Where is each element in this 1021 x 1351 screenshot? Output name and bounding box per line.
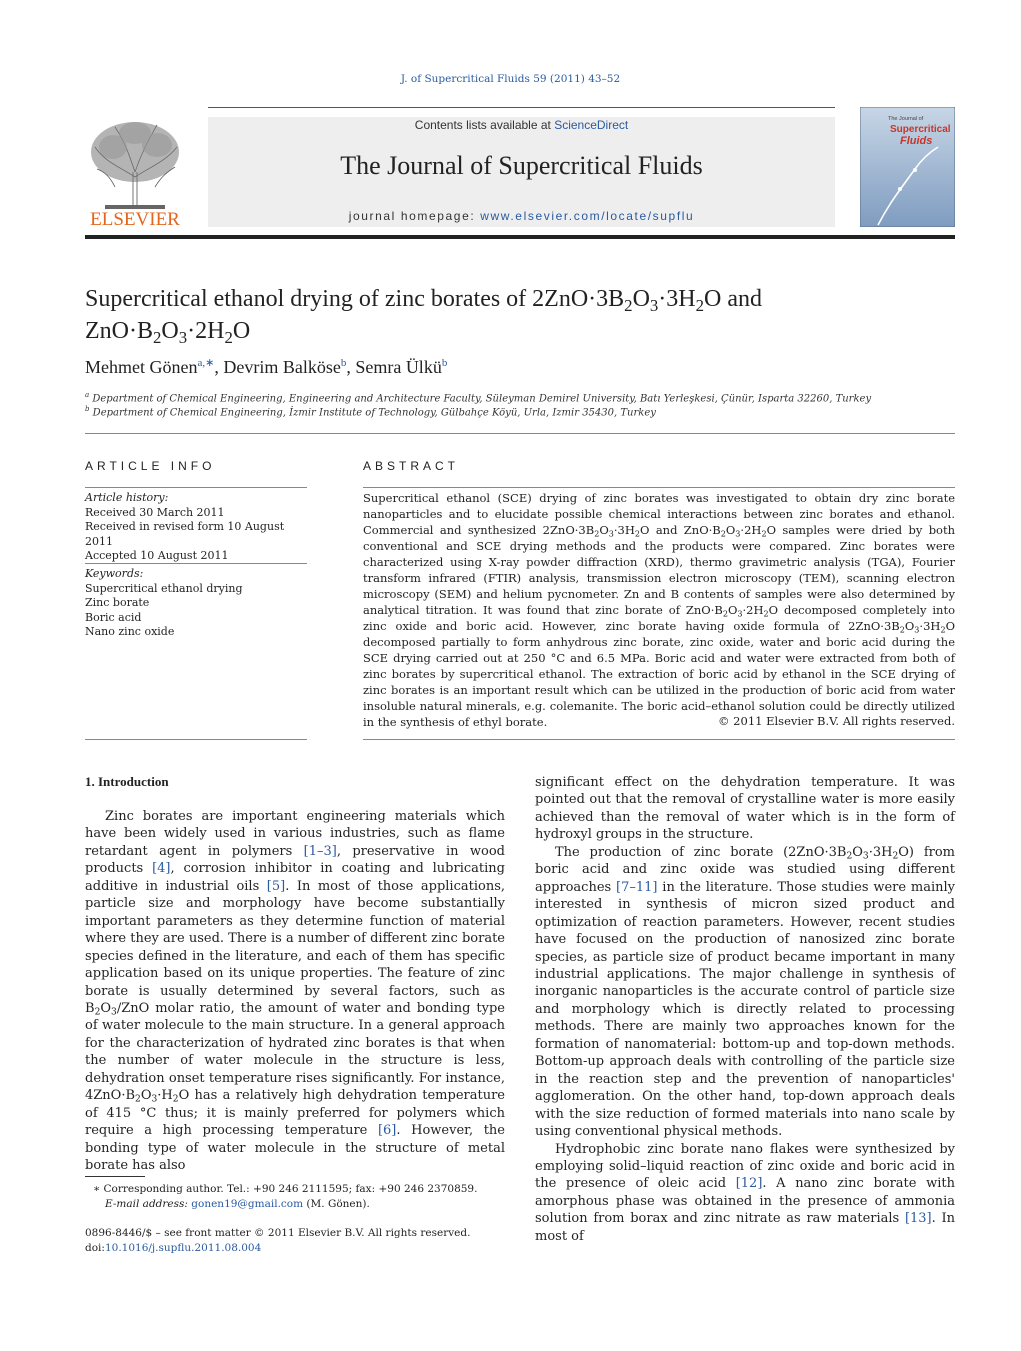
copyright: © 2011 Elsevier B.V. All rights reserved. <box>718 714 955 728</box>
article-info-rule <box>85 487 307 488</box>
affiliation-b: $^b$ Department of Chemical Engineering, İzmir Institute of Technology, Gülbahçe Köyü, Urla, Izmir 35430, Turkey <box>85 405 656 419</box>
paragraph: The production of zinc borate $(2ZnO\cdot 3B_2O_3\cdot 3H_2O)$ from boric acid and zinc oxide was studied using different approaches [7–11] in the literature. Those studies were mainly interested in synthesis of micron sized product and optimization of reaction parameters. However, recent studies have focused on the production of nanosized zinc borate species, as particle size of product became important in many industrial applications. The major challenge in synthesis of inorganic nanoparticles is the accurate control of particle size and morphology which is directly related to processing methods. There are mainly two approaches known for the formation of nanomaterial: bottom-up and top-down methods. Bottom-up approach deals with controlling of the particle size in the reaction step and the prevention of nanoparticles' agglomeration. On the other hand, top-down approach deals with the size reduction of formed materials into nano scale by using conventional physical methods. <box>535 844 955 1140</box>
citation-link[interactable]: [7–11] <box>616 879 658 895</box>
article-title: Supercritical ethanol drying of zinc borates of $2ZnO\cdot 3B_2O_3\cdot 3H_2O$ and $ZnO\cdot B_2O_3\cdot 2H_2O$ <box>85 286 762 348</box>
affiliation-rule <box>85 433 955 434</box>
citation-link[interactable]: [13] <box>904 1211 932 1227</box>
abstract-rule <box>363 487 955 488</box>
keywords: Keywords: Supercritical ethanol drying Zinc borate Boric acid Nano zinc oxide <box>85 567 307 640</box>
paragraph: Hydrophobic zinc borate nano flakes were synthesized by employing solid–liquid reaction of zinc oxide and boric acid in the presence of oleic acid [12]. A nano zinc borate with amorphous phase was obtained in the presence of ammonia solution from borax and zinc nitrate as raw materials [13]. In most of <box>535 1141 955 1244</box>
keyword-item: Nano zinc oxide <box>85 625 175 638</box>
journal-header-box <box>208 117 835 227</box>
citation-link[interactable]: [4] <box>152 861 171 877</box>
history-item: Received 30 March 2011 <box>85 505 225 519</box>
paragraph: Zinc borates are important engineering materials which have been widely used in various industries, such as flame retardant agent in polymers [1–3], preservative in wood products [4], corrosion inhibitor in coating and lubricating additive in industrial oils [5]. In most of those applications, particle size and morphology have become substantially important parameters as they determine function of material where they are used. There is a number of different zinc borate species defined in the literature, and each of them has specific application based on its unique properties. The feature of zinc borate is usually determined by several factors, such as $B_2O_3$/ZnO molar ratio, the amount of water and bonding type of water molecule to the main structure. In a general approach for the characterization of hydrated zinc borates is that when the number of water molecule in the structure is less, dehydration onset temperature rises significantly. For instance, $4ZnO\cdot B_2O_3\cdot H_2O$ has a relatively high dehydration temperature of 415 °C thus; it is mainly preferred for polymers which require a high processing temperature [6]. However, the bonding type of water molecule in the structure of metal borate has also <box>85 809 505 1174</box>
author-affil-mark[interactable]: b <box>441 357 448 369</box>
header-rule <box>208 107 835 108</box>
abstract-text: Supercritical ethanol (SCE) drying of zinc borates was investigated to obtain dry zinc borate nanoparticles and to elucidate possible chemical interactions between zinc borates and ethanol. Commercial and synthesized $2ZnO\cdot 3B_2O_3\cdot 3H_2O$ and $ZnO\cdot B_2O_3\cdot 2H_2O$ samples were dried by both conventional and SCE drying methods and the products were compared. Zinc borates were characterized using X-ray powder diffraction (XRD), thermo gravimetric analysis (TGA), Fourier transform infrared (FTIR) analysis, transmission electron microscopy (TEM), scanning electron microscopy (SEM) and helium pycnometer. Zn and B contents of samples were also determined by analytical titration. It was found that zinc borate of $ZnO\cdot B_2O_3\cdot 2H_2O$ decomposed completely into zinc oxide and boric acid. However, zinc borate having oxide formula of $2ZnO\cdot 3B_2O_3\cdot 3H_2O$ decomposed partially to form anhydrous zinc borate, zinc oxide, water and boric acid during the SCE drying carried out at 250 °C and 6.5 MPa. Boric acid and water were extracted from both of zinc borates by supercritical ethanol. The extraction of boric acid by ethanol in the SCE drying of zinc borates is an important result which can be utilized in the production of boric acid from water insoluble natural minerals, e.g. colemanite. The boric acid–ethanol solution could be directly utilized in the synthesis of ethyl borate. <box>363 491 956 729</box>
homepage-prefix: journal homepage: <box>348 209 481 223</box>
front-matter: 0896-8446/$ – see front matter © 2011 Elsevier B.V. All rights reserved. doi:10.1016/j.supflu.2011.08.004 <box>85 1226 505 1256</box>
keyword-item: Boric acid <box>85 610 142 624</box>
body-column-right <box>535 774 955 1245</box>
author-name[interactable]: Devrim Balköse <box>223 357 341 377</box>
author-list: Mehmet Gönen$^{a,∗}$, Devrim Balköse$^b$, Semra Ülkü$^b$ <box>85 357 448 377</box>
homepage-link[interactable]: www.elsevier.com/locate/supflu <box>480 209 695 223</box>
citation-link[interactable]: [1–3] <box>303 843 337 859</box>
citation-link[interactable]: [5] <box>266 878 286 894</box>
doi-link[interactable]: 10.1016/j.supflu.2011.08.004 <box>104 1242 262 1254</box>
citation-link[interactable]: [12] <box>735 1176 763 1192</box>
section-heading-introduction: 1. Introduction <box>85 774 169 789</box>
author-affil-mark[interactable]: a,∗ <box>197 357 215 369</box>
elsevier-wordmark: ELSEVIER <box>90 209 180 227</box>
keyword-item: Zinc borate <box>85 596 150 609</box>
author-affil-mark[interactable]: b <box>340 357 347 369</box>
email-link[interactable]: gonen19@gmail.com <box>191 1198 304 1210</box>
contents-line <box>208 118 835 132</box>
cover-line3: Fluids <box>900 135 933 147</box>
history-item: Accepted 10 August 2011 <box>85 549 229 562</box>
contents-prefix: Contents lists available at <box>414 118 555 132</box>
history-item: Received in revised form 10 August 2011 <box>85 520 285 548</box>
footnote-rule <box>85 1176 145 1177</box>
journal-citation: J. of Supercritical Fluids 59 (2011) 43–52 <box>400 73 621 85</box>
issn-line: 0896-8446/$ – see front matter © 2011 Elsevier B.V. All rights reserved. <box>85 1227 471 1239</box>
article-history: Article history: Received 30 March 2011 Received in revised form 10 August 2011 Accepted 10 August 2011 <box>85 491 307 564</box>
sciencedirect-link[interactable]: ScienceDirect <box>554 118 629 132</box>
article-info-rule <box>85 739 307 740</box>
header-thick-rule <box>85 235 955 239</box>
body-column-left <box>85 808 505 1175</box>
corresponding-author-footnote: ∗ Corresponding author. Tel.: +90 246 2111595; fax: +90 246 2370859. E-mail address: gonen19@gmail.com (M. Gönen). <box>93 1183 478 1210</box>
affiliation-a: $^a$ Department of Chemical Engineering, Engineering and Architecture Faculty, Süleyman Demirel University, Batı Yerleşkesi, Çünür, Isparta 32260, Turkey <box>85 391 872 405</box>
abstract-rule <box>363 739 955 740</box>
article-info-heading: ARTICLE INFO <box>85 459 216 473</box>
elsevier-logo[interactable] <box>85 117 185 227</box>
paragraph: significant effect on the dehydration temperature. It was pointed out that the removal of crystalline water is more easily achieved than the removal of water which is in the form of hydroxyl groups in the structure. <box>535 775 955 843</box>
homepage-line <box>208 209 835 223</box>
abstract-heading: ABSTRACT <box>363 459 460 473</box>
journal-cover-image[interactable] <box>860 107 955 227</box>
citation-link[interactable]: [6] <box>377 1123 397 1139</box>
cover-line2: Supercritical <box>890 124 951 135</box>
article-info-rule <box>85 563 307 564</box>
journal-title: The Journal of Supercritical Fluids <box>340 151 703 180</box>
author-name[interactable]: Mehmet Gönen <box>85 357 198 377</box>
cover-line1: The Journal of <box>888 116 924 122</box>
author-name[interactable]: Semra Ülkü <box>355 357 442 377</box>
keyword-item: Supercritical ethanol drying <box>85 581 243 595</box>
